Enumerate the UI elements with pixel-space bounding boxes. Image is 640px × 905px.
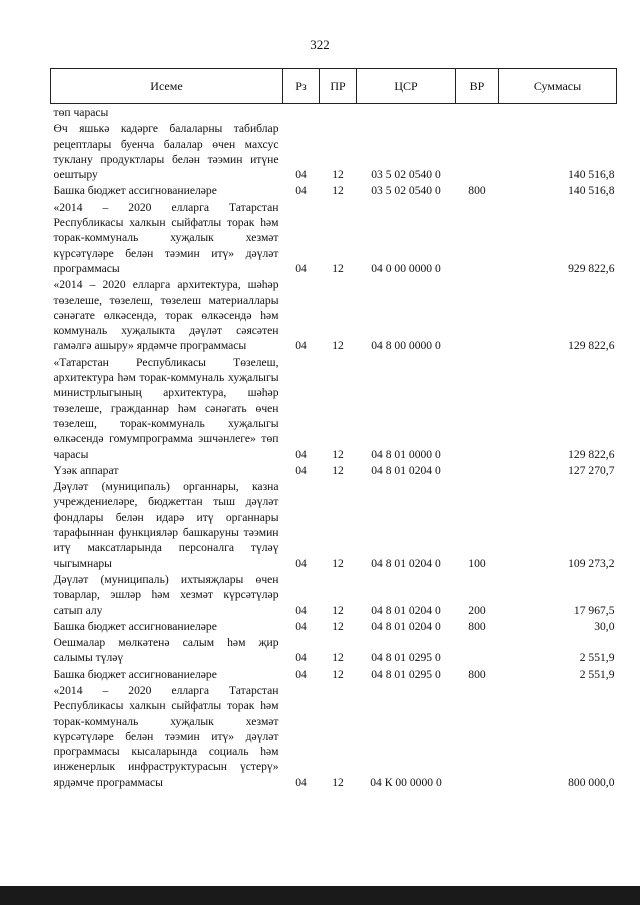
- row-vr: [456, 199, 499, 276]
- row-csr: 04 К 00 0000 0: [370, 775, 442, 789]
- row-rz: 04: [295, 619, 307, 633]
- row-csr: 04 8 01 0204 0: [371, 556, 441, 570]
- row-pr: [320, 104, 357, 121]
- row-vr: [456, 634, 499, 666]
- row-name: Башка бюджет ассигнованиеләре: [53, 184, 217, 198]
- row-rz: 04: [295, 651, 307, 665]
- header-csr: ЦСР: [357, 69, 456, 104]
- row-sum: 129 822,6: [568, 447, 615, 461]
- table-row: [51, 571, 617, 618]
- row-pr: 12: [332, 775, 344, 789]
- row-csr: 04 8 01 0295 0: [371, 667, 441, 681]
- row-sum: 17 967,5: [573, 603, 615, 617]
- row-name: Башка бюджет ассигнованиеләре: [53, 667, 217, 681]
- table-row: [51, 682, 617, 790]
- row-pr: 12: [332, 339, 344, 353]
- row-rz: 04: [295, 261, 307, 275]
- row-vr: [456, 682, 499, 790]
- row-pr: 12: [332, 261, 344, 275]
- row-vr: [456, 462, 499, 478]
- row-pr: 12: [332, 603, 344, 617]
- row-name: «2014 – 2020 елларга Татарстан Республикасы халкын сыйфатлы торак һәм торак-коммуналь хуҗалык хезмәт күрсәтүләре белән тәэмин итү» дәүләт программасы: [53, 200, 279, 275]
- row-name: Дәүләт (муниципаль) ихтыяҗлары өчен товарлар, эшләр һәм хезмәт күрсәтүләр сатып алу: [53, 572, 279, 617]
- row-sum: [499, 104, 617, 121]
- table-row: [51, 182, 617, 198]
- row-rz: 04: [295, 339, 307, 353]
- row-csr: [357, 104, 456, 121]
- row-csr: 04 8 01 0204 0: [371, 603, 441, 617]
- row-csr: 03 5 02 0540 0: [371, 184, 441, 198]
- row-sum: 929 822,6: [568, 261, 615, 275]
- row-csr: 04 8 01 0295 0: [371, 651, 441, 665]
- page-number: 322: [310, 37, 330, 52]
- row-vr: 800: [468, 619, 486, 633]
- row-rz: 04: [295, 603, 307, 617]
- table-row: [51, 276, 617, 353]
- header-name: Исеме: [51, 69, 283, 104]
- table-row: [51, 104, 617, 121]
- row-csr: 04 8 01 0204 0: [371, 619, 441, 633]
- row-name: Башка бюджет ассигнованиеләре: [53, 619, 217, 633]
- row-vr: 800: [468, 667, 486, 681]
- row-sum: 800 000,0: [568, 775, 615, 789]
- table-row: [51, 462, 617, 478]
- header-pr: ПР: [320, 69, 357, 104]
- row-pr: 12: [332, 651, 344, 665]
- row-rz: 04: [295, 168, 307, 182]
- header-rz: Рз: [283, 69, 320, 104]
- row-sum: 2 551,9: [579, 651, 615, 665]
- row-rz: 04: [295, 556, 307, 570]
- row-csr: 04 8 01 0000 0: [371, 447, 441, 461]
- row-csr: 04 8 01 0204 0: [371, 463, 441, 477]
- row-sum: 30,0: [594, 619, 615, 633]
- header-vr: ВР: [456, 69, 499, 104]
- row-rz: 04: [295, 447, 307, 461]
- row-rz: 04: [295, 463, 307, 477]
- row-csr: 03 5 02 0540 0: [371, 168, 441, 182]
- row-rz: 04: [295, 184, 307, 198]
- row-sum: 140 516,8: [568, 168, 615, 182]
- row-name: Үзәк аппарат: [53, 463, 119, 477]
- row-rz: [283, 104, 320, 121]
- row-pr: 12: [332, 184, 344, 198]
- scan-bottom-edge: [0, 886, 640, 905]
- row-vr: [456, 120, 499, 182]
- table-row: [51, 618, 617, 634]
- row-pr: 12: [332, 667, 344, 681]
- row-name: «2014 – 2020 елларга архитектура, шәһәр төзелеше, төзелеш, төзелеш материаллары сәнәгате өлкәсендә, торак өлкәсендә һәм коммуналь хуҗалыкта дәүләт сәясәтен гамәлгә ашыру» ярдәмче программасы: [53, 278, 279, 353]
- row-sum: 129 822,6: [568, 339, 615, 353]
- table-row: [51, 120, 617, 182]
- table-header-row: [51, 69, 617, 104]
- row-sum: 109 273,2: [568, 556, 615, 570]
- row-pr: 12: [332, 556, 344, 570]
- row-sum: 140 516,8: [568, 184, 615, 198]
- row-name: Дәүләт (муниципаль) органнары, казна учреждениеләре, бюджеттан тыш дәүләт фондлары белән идарә итү органнары тарафыннан функцияләр башкаруны тәэмин итү максатларында персоналга түләү чыгымнары: [53, 480, 279, 570]
- row-name: «Татарстан Республикасы Төзелеш, архитектура һәм торак-коммуналь хуҗалыгы министрлыгының архитектура, шәһәр төзелеше, гражданнар һәм сәнәгать өчен төзелеш, торак-коммуналь хуҗалыгы өлкәсендә гомумпрограмма эшчәнлеге» төп чарасы: [53, 355, 279, 461]
- row-csr: 04 0 00 0000 0: [371, 261, 441, 275]
- row-pr: 12: [332, 463, 344, 477]
- row-pr: 12: [332, 619, 344, 633]
- row-name: Өч яшькә кадәрге балаларны табиблар рецептлары буенча балалар өчен махсус туклану продуктлары белән тәэмин итүне оештыру: [53, 122, 279, 182]
- header-sum: Суммасы: [499, 69, 617, 104]
- row-name: төп чарасы: [53, 106, 109, 119]
- row-vr: [456, 104, 499, 121]
- budget-table: [50, 68, 617, 790]
- row-name: Оешмалар мөлкәтенә салым һәм җир салымы түләү: [53, 636, 279, 665]
- row-vr: 800: [468, 184, 486, 198]
- row-pr: 12: [332, 447, 344, 461]
- row-csr: 04 8 00 0000 0: [371, 339, 441, 353]
- table-row: [51, 478, 617, 571]
- row-rz: 04: [295, 667, 307, 681]
- row-vr: [456, 276, 499, 353]
- row-name: «2014 – 2020 елларга Татарстан Республикасы халкын сыйфатлы торак һәм торак-коммуналь хуҗалык хезмәт күрсәтүләре белән тәэмин итү» дәүләт программасы кысаларында социаль һәм инженерлык инфраструктурасын үстерү» ярдәмче программасы: [53, 683, 279, 789]
- row-sum: 2 551,9: [579, 667, 615, 681]
- row-pr: 12: [332, 168, 344, 182]
- table-row: [51, 354, 617, 462]
- row-vr: [456, 354, 499, 462]
- table-row: [51, 634, 617, 666]
- row-sum: 127 270,7: [568, 463, 615, 477]
- table-row: [51, 199, 617, 276]
- row-vr: 200: [468, 603, 486, 617]
- row-rz: 04: [295, 775, 307, 789]
- table-row: [51, 666, 617, 682]
- row-vr: 100: [468, 556, 486, 570]
